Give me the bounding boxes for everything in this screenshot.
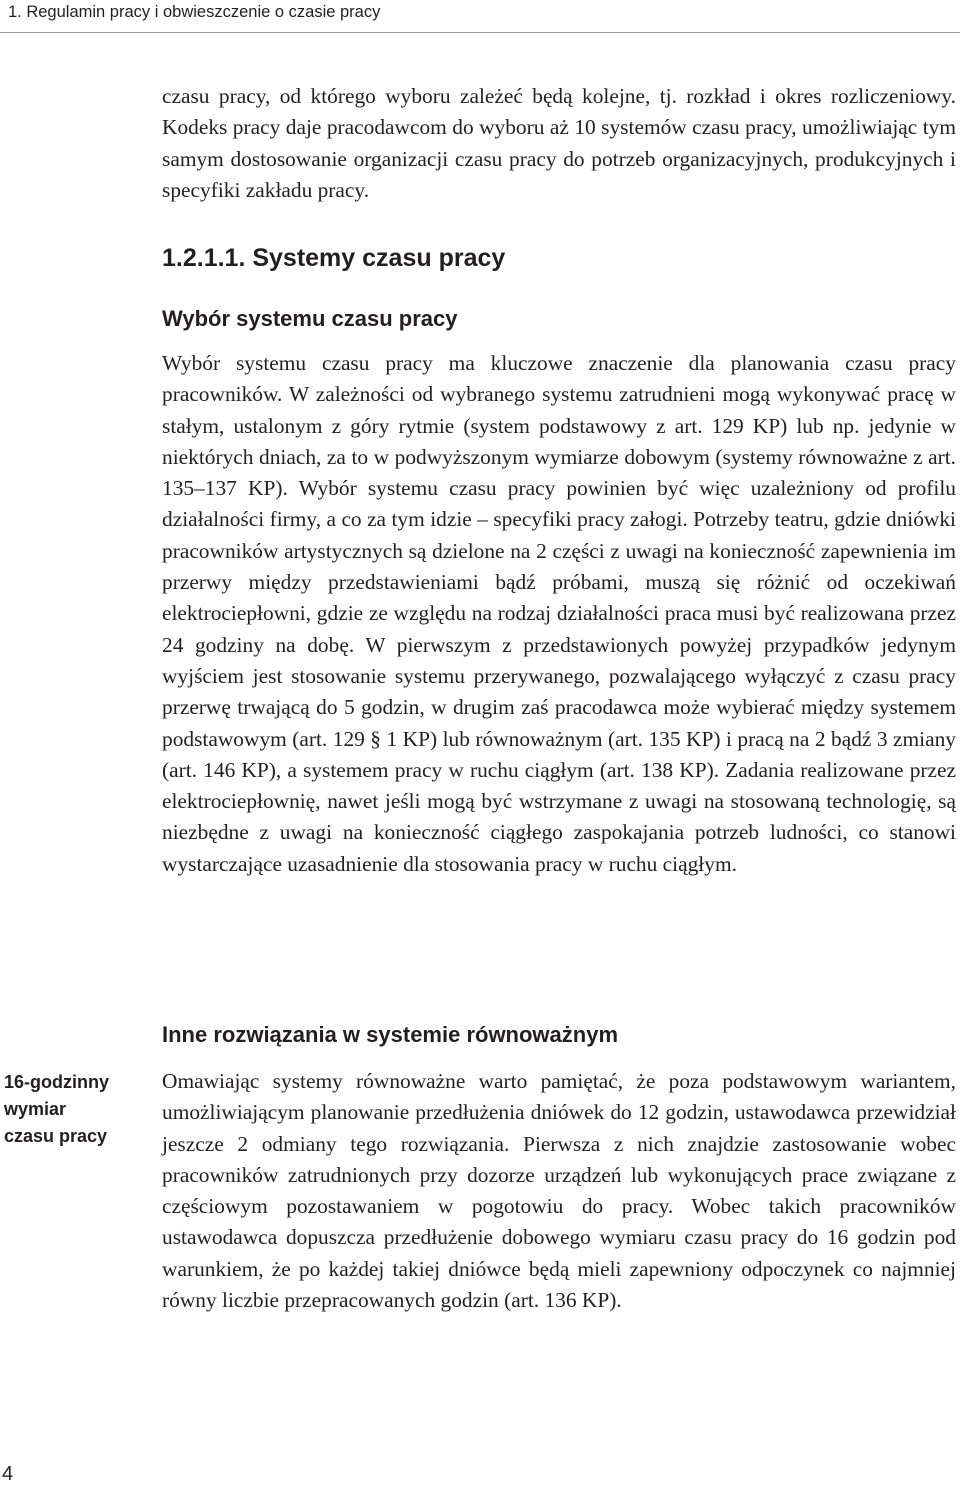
section-heading: 1.2.1.1. Systemy czasu pracy bbox=[162, 244, 506, 272]
page-number: 4 bbox=[2, 1463, 14, 1485]
running-header bbox=[0, 0, 960, 33]
chapter-title: 1. Regulamin pracy i obwieszczenie o czasie pracy bbox=[8, 3, 381, 21]
margin-note: 16-godzinny wymiar czasu pracy bbox=[4, 1072, 110, 1146]
intro-paragraph: czasu pracy, od którego wyboru zależeć będą kolejne, tj. rozkład i okres rozliczeniowy. Kodeks pracy daje pracodawcom do wyboru aż 10 systemów czasu pracy, umożliwiając tym samym dostosowanie organizacji czasu pracy do potrzeb organizacyjnych, produkcyjnych i specyfiki zakładu pracy. bbox=[162, 84, 956, 202]
subsection-heading-system-choice: Wybór systemu czasu pracy bbox=[162, 306, 458, 331]
system-choice-paragraph: Wybór systemu czasu pracy ma kluczowe znaczenie dla planowania czasu pracy pracowników. W zależności od wybranego systemu zatrudnieni mogą wykonywać pracę w stałym, ustalonym z góry rytmie (system podstawowy z art. 129 KP) lub np. jedynie w niektórych dniach, za to w podwyższonym wymiarze dobowym (systemy równoważne z art. 135–137 KP). Wybór systemu czasu pracy powinien być więc uzależniony od profilu działalności firmy, a co za tym idzie – specyfiki pracy załogi. Potrzeby teatru, gdzie dniówki pracowników artystycznych są dzielone na 2 części z uwagi na konieczność zapewnienia im przerwy między przedstawieniami bądź próbami, muszą się różnić od oczekiwań elektrociepłowni, gdzie ze względu na rodzaj działalności praca musi być realizowana przez 24 godziny na dobę. W pierwszym z przedstawionych powyżej przypadków jedynym wyjściem jest stosowanie systemu przerywanego, pozwalającego wyłączyć z czasu pracy przerwę trwającą do 5 godzin, w drugim zaś pracodawca może wybierać między systemem podstawowym (art. 129 § 1 KP) lub równoważnym (art. 135 KP) i pracą na 2 bądź 3 zmiany (art. 146 KP), a systemem pracy w ruchu ciągłym (art. 138 KP). Zadania realizowane przez elektrociepłownię, nawet jeśli mogą być wstrzymane z uwagi na stosowaną technologię, są niezbędne z uwagi na konieczność ciągłego zaspokajania potrzeb ludności, co stanowi wystarczające uzasadnienie dla stosowania pracy w ruchu ciągłym. bbox=[162, 351, 956, 876]
subsection-heading-other-solutions: Inne rozwiązania w systemie równoważnym bbox=[162, 1022, 619, 1047]
other-solutions-paragraph: Omawiając systemy równoważne warto pamiętać, że poza podstawowym wariantem, umożliwiającym planowanie przedłużenia dniówek do 12 godzin, ustawodawca przewidział jeszcze 2 odmiany tego rozwiązania. Pierwsza z nich znajdzie zastosowanie wobec pracowników zatrudnionych przy dozorze urządzeń lub wykonujących prace związane z częściowym pozostawaniem w pogotowiu do pracy. Wobec takich pracowników ustawodawca dopuszcza przedłużenie dobowego wymiaru czasu pracy do 16 godzin pod warunkiem, że po każdej takiej dniówce będą mieli zapewniony odpoczynek co najmniej równy liczbie przepracowanych godzin (art. 136 KP). bbox=[162, 1069, 956, 1313]
